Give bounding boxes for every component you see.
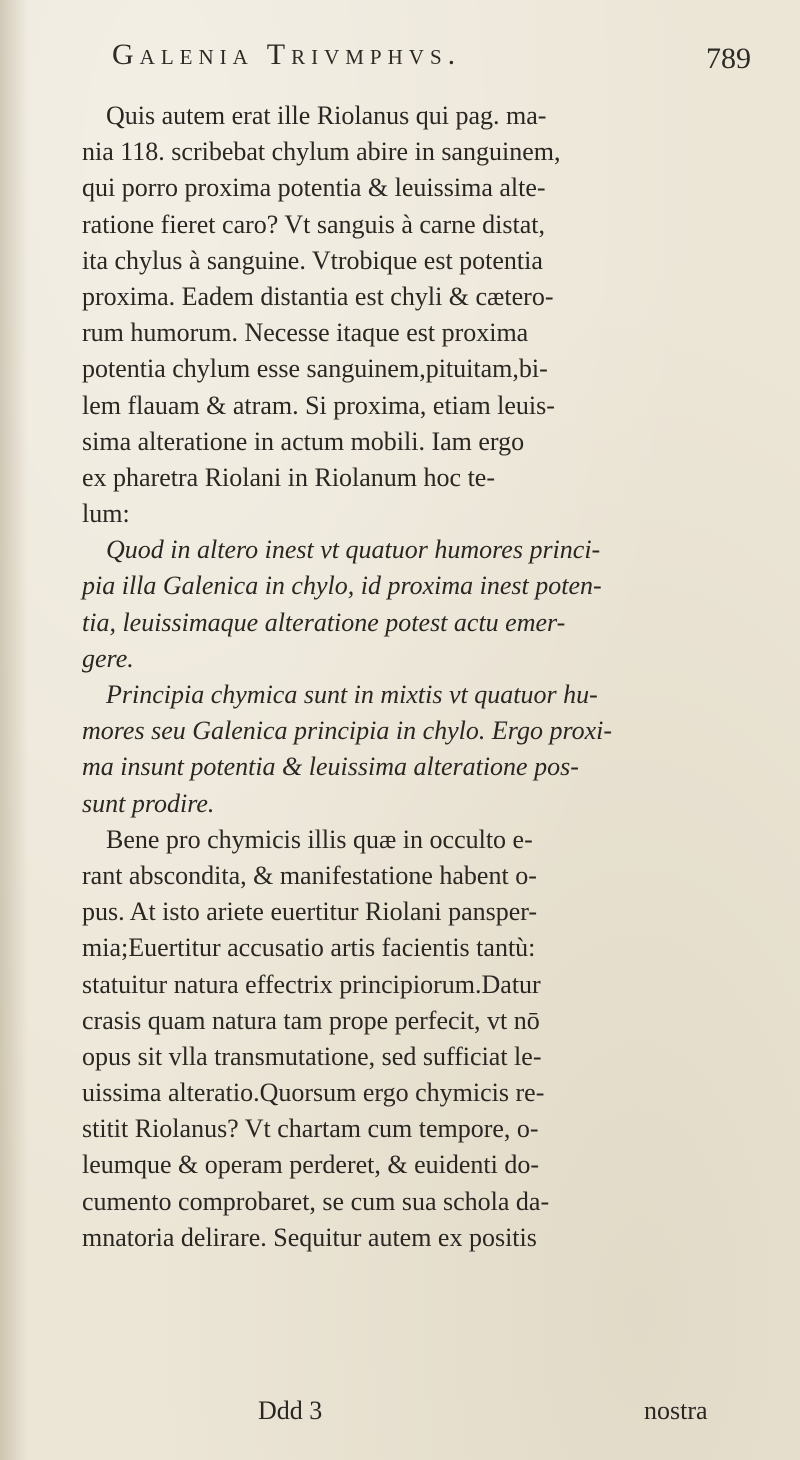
quote-line: Principia chymica sunt in mixtis vt quatuor hu- [106, 680, 598, 709]
page-number: 789 [706, 42, 751, 75]
text-line: qui porro proxima potentia & leuissima alte- [82, 173, 546, 203]
text-line: rant abscondita, & manifestatione habent o- [82, 860, 537, 890]
text-line: stitit Riolanus? Vt chartam cum tempore, o- [82, 1114, 539, 1144]
running-title: Galenia Trivmphvs. [112, 38, 462, 71]
page-header [0, 38, 800, 82]
text-line: proxima. Eadem distantia est chyli & cætero- [82, 281, 554, 311]
text-line: ratione fieret caro? Vt sanguis à carne distat, [82, 209, 545, 239]
quote-line: tia, leuissimaque alteratione potest actu emer- [82, 607, 566, 637]
text-line: statuitur natura effectrix principiorum.Datur [82, 969, 541, 999]
text-line: opus sit vlla transmutatione, sed sufficiat le- [82, 1041, 542, 1071]
text-line: ex pharetra Riolani in Riolanum hoc te- [82, 462, 495, 492]
quote-line: mores seu Galenica principia in chylo. Ergo proxi- [82, 716, 613, 746]
quote-line: Quod in altero inest vt quatuor humores princi- [106, 535, 601, 565]
text-line: sima alteratione in actum mobili. Iam ergo [82, 426, 525, 456]
catchword: nostra [644, 1396, 708, 1425]
text-line: nia 118. scribebat chylum abire in sanguinem, [82, 137, 561, 167]
quote-line: pia illa Galenica in chylo, id proxima inest poten- [82, 571, 602, 601]
body-text [82, 98, 722, 1256]
text-line: ita chylus à sanguine. Vtrobique est potentia [82, 245, 543, 275]
text-line: mia;Euertitur accusatio artis facientis tantù: [82, 933, 536, 963]
page-footer [82, 1396, 722, 1436]
text-line: rum humorum. Necesse itaque est proxima [82, 318, 529, 348]
quote-line: ma insunt potentia & leuissima alteratione pos- [82, 752, 579, 782]
text-line: potentia chylum esse sanguinem,pituitam,bi- [82, 354, 548, 384]
text-line: Quis autem erat ille Riolanus qui pag. ma- [106, 101, 547, 130]
quote-line: gere. [82, 643, 134, 673]
text-line: uissima alteratio.Quorsum ergo chymicis re- [82, 1078, 545, 1108]
signature-mark: Ddd 3 [258, 1396, 323, 1425]
quote-line: sunt prodire. [82, 788, 215, 818]
text-line: lem flauam & atram. Si proxima, etiam leuis- [82, 390, 555, 420]
text-line: pus. At isto ariete euertitur Riolani pansper- [82, 897, 538, 927]
text-line: lum: [82, 499, 130, 529]
text-line: leumque & operam perderet, & euidenti do- [82, 1150, 540, 1180]
gutter-shadow [0, 0, 28, 1460]
text-line: crasis quam natura tam prope perfecit, vt nō [82, 1005, 540, 1035]
text-line: mnatoria delirare. Sequitur autem ex positis [82, 1222, 537, 1252]
text-line: cumento comprobaret, se cum sua schola da- [82, 1186, 550, 1216]
text-line: Bene pro chymicis illis quæ in occulto e- [106, 824, 533, 854]
